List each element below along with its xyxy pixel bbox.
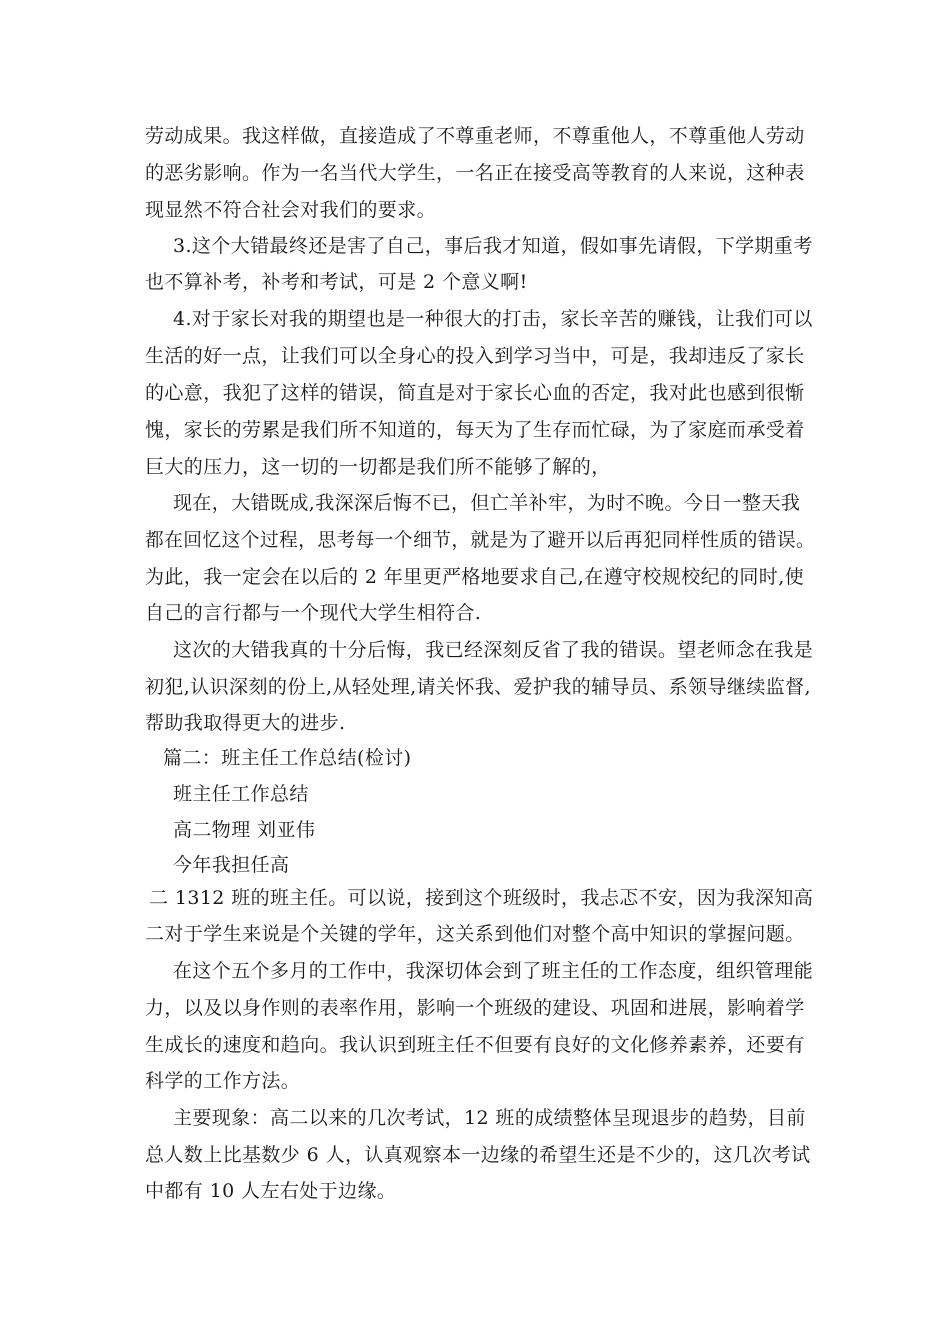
text-line: 总人数上比基数少 6 人，认真观察本一边缘的希望生还是不少的，这几次考试 [145, 1144, 811, 1166]
text-line: 劳动成果。我这样做，直接造成了不尊重老师，不尊重他人，不尊重他人劳动 [145, 125, 805, 147]
text-line: 中都有 10 人左右处于边缘。 [145, 1180, 397, 1202]
text-line: 帮助我取得更大的进步. [145, 712, 346, 734]
text-line: 现在，大错既成,我深深后悔不已，但亡羊补牢，为时不晚。今日一整天我 [173, 492, 801, 514]
text-line: 愧，家长的劳累是我们所不知道的，每天为了生存而忙碌，为了家庭而承受着 [145, 419, 805, 441]
text-line: 的恶劣影响。作为一名当代大学生，一名正在接受高等教育的人来说，这种表 [145, 162, 805, 184]
text-line: 4.对于家长对我的期望也是一种很大的打击，家长辛苦的赚钱，让我们可以 [173, 308, 813, 330]
text-line: 现显然不符合社会对我们的要求。 [145, 199, 437, 221]
text-line: 生成长的速度和趋向。我认识到班主任不但要有良好的文化修养素养，还要有 [145, 1034, 805, 1056]
text-line: 也不算补考，补考和考试，可是 2 个意义啊! [145, 271, 528, 293]
text-line: 生活的好一点，让我们可以全身心的投入到学习当中，可是，我却违反了家长 [145, 345, 805, 367]
text-line: 科学的工作方法。 [145, 1070, 301, 1092]
text-line: 巨大的压力，这一切的一切都是我们所不能够了解的， [145, 456, 611, 478]
text-line: 的心意，我犯了这样的错误，简直是对于家长心血的否定，我对此也感到很惭 [145, 382, 805, 404]
text-line: 力，以及以身作则的表率作用，影响一个班级的建设、巩固和进展，影响着学 [145, 997, 805, 1019]
text-line: 今年我担任高 [173, 854, 290, 876]
text-line: 这次的大错我真的十分后悔，我已经深刻反省了我的错误。望老师念在我是 [173, 639, 814, 661]
author-line: 高二物理 刘亚伟 [173, 819, 316, 841]
text-line: 为此，我一定会在以后的 2 年里更严格地要求自己,在遵守校规校纪的同时,使 [145, 566, 805, 588]
text-line: 二对于学生来说是个关键的学年，这关系到他们对整个高中知识的掌握问题。 [145, 923, 805, 945]
text-line: 都在回忆这个过程，思考每一个细节，就是为了避开以后再犯同样性质的错误。 [145, 529, 816, 551]
text-line: 初犯,认识深刻的份上,从轻处理,请关怀我、爱护我的辅导员、系领导继续监督, [145, 676, 811, 698]
section-heading: 篇二：班主任工作总结(检讨) [163, 747, 412, 769]
text-line: 主要现象：高二以来的几次考试，12 班的成绩整体呈现退步的趋势，目前 [173, 1107, 806, 1129]
text-line: 3.这个大错最终还是害了自己，事后我才知道，假如事先请假，下学期重考 [173, 235, 813, 257]
section-title: 班主任工作总结 [173, 783, 309, 805]
text-line: 自己的言行都与一个现代大学生相符合. [145, 602, 482, 624]
text-line: 二 1312 班的班主任。可以说，接到这个班级时，我忐忑不安，因为我深知高 [149, 887, 814, 909]
text-line: 在这个五个多月的工作中，我深切体会到了班主任的工作态度，组织管理能 [173, 960, 814, 982]
